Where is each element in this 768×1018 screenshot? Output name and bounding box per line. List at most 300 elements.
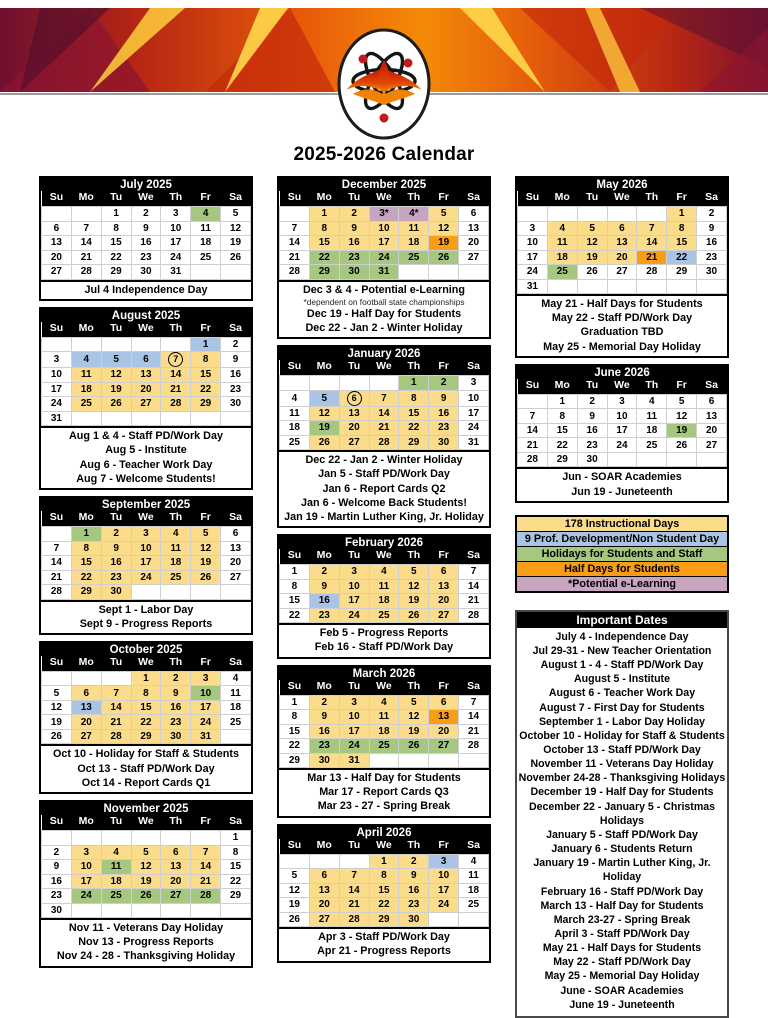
day-cell: 27 xyxy=(607,265,637,280)
week-row xyxy=(280,565,489,580)
day-cell: 21 xyxy=(459,594,489,609)
day-cell: 20 xyxy=(161,874,191,889)
day-cell: 8 xyxy=(369,869,399,884)
day-cell: 22 xyxy=(547,438,577,453)
day-cell: 23 xyxy=(399,898,429,913)
month-notes xyxy=(41,744,251,792)
day-cell: 15 xyxy=(547,423,577,438)
day-cell: 31 xyxy=(191,729,221,744)
day-cell: 15 xyxy=(399,406,429,421)
day-cell: 19 xyxy=(101,382,131,397)
day-cell: 4 xyxy=(280,390,310,406)
day-cell: 30 xyxy=(161,729,191,744)
day-cell: 22 xyxy=(309,250,339,265)
week-row xyxy=(280,608,489,623)
month-notes xyxy=(279,623,489,656)
weekday-label: Sa xyxy=(459,360,489,376)
important-date-item: May 22 - Staff PD/Work Day xyxy=(553,956,691,969)
day-cell: 4 xyxy=(101,845,131,860)
day-cell: 23 xyxy=(429,421,459,436)
month-grid xyxy=(41,191,251,280)
weekday-label: Fr xyxy=(191,322,221,338)
weekday-label: Tu xyxy=(101,322,131,338)
day-cell: 14 xyxy=(459,710,489,725)
day-cell: 2 xyxy=(101,527,131,542)
week-row xyxy=(42,686,251,701)
day-cell: 19 xyxy=(131,874,161,889)
day-cell: 28 xyxy=(459,608,489,623)
day-cell: 22 xyxy=(221,874,251,889)
day-cell: 23 xyxy=(221,382,251,397)
day-cell: 26 xyxy=(399,739,429,754)
month-notes xyxy=(279,450,489,526)
important-date-item: August 1 - 4 - Staff PD/Work Day xyxy=(540,659,704,672)
day-cell: 22 xyxy=(369,898,399,913)
month-title: November 2025 xyxy=(41,802,251,815)
day-cell: 26 xyxy=(399,608,429,623)
day-cell: 3 xyxy=(42,352,72,368)
day-cell: 8 xyxy=(71,541,101,556)
day-cell: 21 xyxy=(518,438,548,453)
weekday-label: Fr xyxy=(429,549,459,565)
weekday-row xyxy=(280,839,489,855)
day-cell: 16 xyxy=(221,368,251,383)
important-date-item: March 13 - Half Day for Students xyxy=(540,899,704,912)
week-row xyxy=(42,874,251,889)
calendar-column-middle xyxy=(277,176,491,1018)
month-note: Dec 3 & 4 - Potential e-Learning xyxy=(303,283,465,296)
day-cell: 1 xyxy=(221,831,251,846)
day-cell: 19 xyxy=(309,421,339,436)
weekday-label: Sa xyxy=(459,839,489,855)
day-cell xyxy=(429,265,459,280)
week-row xyxy=(280,710,489,725)
week-row xyxy=(42,715,251,730)
day-cell: 23 xyxy=(309,739,339,754)
week-row xyxy=(42,889,251,904)
day-cell: 3 xyxy=(191,671,221,686)
month-grid xyxy=(279,680,489,769)
day-cell: 24 xyxy=(429,898,459,913)
day-cell: 17 xyxy=(518,250,548,265)
month-note: May 22 - Staff PD/Work Day xyxy=(551,312,693,325)
day-cell xyxy=(697,452,727,467)
weekday-label: We xyxy=(369,680,399,696)
day-cell xyxy=(429,753,459,768)
month-note: Jan 6 - Welcome Back Students! xyxy=(300,496,467,509)
day-cell: 15 xyxy=(131,700,161,715)
weekday-label: Su xyxy=(518,191,548,207)
day-cell xyxy=(637,207,667,222)
day-cell: 1 xyxy=(547,394,577,409)
day-cell: 22 xyxy=(280,608,310,623)
day-cell: 14 xyxy=(518,423,548,438)
day-cell: 3 xyxy=(131,527,161,542)
day-cell: 9 xyxy=(161,686,191,701)
day-cell: 8 xyxy=(667,221,697,236)
important-dates-title: Important Dates xyxy=(517,612,727,628)
day-cell: 1 xyxy=(369,854,399,869)
day-cell: 29 xyxy=(667,265,697,280)
month-title: July 2025 xyxy=(41,178,251,191)
month-note: Jan 19 - Martin Luther King, Jr. Holiday xyxy=(284,510,484,523)
day-cell xyxy=(280,376,310,391)
month-july-2025 xyxy=(39,176,253,301)
day-cell: 16 xyxy=(399,883,429,898)
day-cell xyxy=(191,411,221,426)
day-cell: 3 xyxy=(339,695,369,710)
month-grid xyxy=(279,839,489,928)
day-cell: 30 xyxy=(131,265,161,280)
day-cell: 6 xyxy=(459,207,489,222)
day-cell: 20 xyxy=(429,594,459,609)
day-cell xyxy=(71,831,101,846)
day-cell: 13 xyxy=(71,700,101,715)
month-note: Aug 6 - Teacher Work Day xyxy=(79,458,213,471)
month-note: Oct 13 - Staff PD/Work Day xyxy=(77,762,215,775)
day-cell: 26 xyxy=(309,435,339,450)
day-cell xyxy=(280,854,310,869)
day-cell: 17 xyxy=(42,382,72,397)
week-row xyxy=(280,695,489,710)
day-cell: 11 xyxy=(637,409,667,424)
day-cell: 7 xyxy=(71,221,101,236)
week-row xyxy=(280,435,489,450)
week-row xyxy=(280,594,489,609)
month-september-2025 xyxy=(39,496,253,635)
day-cell: 8 xyxy=(280,710,310,725)
day-cell: 1 xyxy=(71,527,101,542)
day-cell: 25 xyxy=(221,715,251,730)
day-cell: 31 xyxy=(42,411,72,426)
day-cell: 14 xyxy=(280,236,310,251)
day-cell: 12 xyxy=(280,883,310,898)
day-cell xyxy=(221,903,251,918)
day-cell: 24 xyxy=(42,397,72,412)
day-cell: 1 xyxy=(399,376,429,391)
day-cell: 23 xyxy=(161,715,191,730)
day-cell: 13 xyxy=(459,221,489,236)
day-cell: 18 xyxy=(399,236,429,251)
weekday-label: We xyxy=(369,549,399,565)
day-cell xyxy=(131,337,161,352)
day-cell: 14 xyxy=(161,368,191,383)
day-cell: 5 xyxy=(399,695,429,710)
day-cell: 17 xyxy=(607,423,637,438)
month-title: January 2026 xyxy=(279,347,489,360)
week-row xyxy=(42,250,251,265)
day-cell xyxy=(339,390,369,406)
weekday-label: Tu xyxy=(101,656,131,672)
week-row xyxy=(42,207,251,222)
day-cell: 23 xyxy=(339,250,369,265)
day-cell: 24 xyxy=(459,421,489,436)
day-cell: 16 xyxy=(339,236,369,251)
day-cell: 3 xyxy=(71,845,101,860)
week-row xyxy=(518,236,727,251)
weekday-label: Th xyxy=(637,191,667,207)
month-title: March 2026 xyxy=(279,667,489,680)
day-cell: 27 xyxy=(221,570,251,585)
month-title: April 2026 xyxy=(279,826,489,839)
important-date-item: January 19 - Martin Luther King, Jr. Holiday xyxy=(533,857,711,884)
weekday-label: Tu xyxy=(339,549,369,565)
week-row xyxy=(42,860,251,875)
day-cell: 15 xyxy=(221,860,251,875)
day-cell: 23 xyxy=(577,438,607,453)
day-cell: 17 xyxy=(459,406,489,421)
day-cell: 9 xyxy=(309,579,339,594)
day-cell: 28 xyxy=(191,889,221,904)
day-cell: 18 xyxy=(221,700,251,715)
day-cell: 10 xyxy=(161,221,191,236)
month-title: May 2026 xyxy=(517,178,727,191)
day-cell: 9 xyxy=(131,221,161,236)
weekday-label: Su xyxy=(280,839,310,855)
day-cell: 4 xyxy=(191,207,221,222)
month-note: May 21 - Half Days for Students xyxy=(541,298,703,310)
day-cell: 25 xyxy=(71,397,101,412)
day-cell: 7 xyxy=(518,409,548,424)
weekday-row xyxy=(42,191,251,207)
day-cell: 25 xyxy=(369,608,399,623)
month-note: Feb 16 - Staff PD/Work Day xyxy=(314,641,454,654)
weekday-label: Sa xyxy=(221,815,251,831)
day-cell xyxy=(161,903,191,918)
day-cell: 4 xyxy=(459,854,489,869)
weekday-label: Sa xyxy=(221,656,251,672)
important-date-item: February 16 - Staff PD/Work Day xyxy=(540,885,704,898)
day-cell: 13 xyxy=(221,541,251,556)
day-cell xyxy=(161,352,191,368)
week-row xyxy=(518,423,727,438)
month-note: Aug 1 & 4 - Staff PD/Work Day xyxy=(69,430,223,443)
day-cell: 31 xyxy=(459,435,489,450)
weekday-label: Tu xyxy=(577,191,607,207)
week-row xyxy=(42,671,251,686)
day-cell: 12 xyxy=(101,368,131,383)
day-cell: 27 xyxy=(71,729,101,744)
day-cell: 29 xyxy=(399,435,429,450)
day-cell: 8 xyxy=(309,221,339,236)
day-cell: 10 xyxy=(607,409,637,424)
day-cell: 20 xyxy=(459,236,489,251)
day-cell: 19 xyxy=(429,236,459,251)
day-cell: 4 xyxy=(71,352,101,368)
month-october-2025 xyxy=(39,641,253,794)
day-cell: 4 xyxy=(221,671,251,686)
month-grid xyxy=(41,322,251,427)
day-cell: 9 xyxy=(42,860,72,875)
day-cell: 17 xyxy=(369,236,399,251)
week-row xyxy=(42,368,251,383)
month-december-2025 xyxy=(277,176,491,339)
day-cell: 6 xyxy=(131,352,161,368)
day-cell: 22 xyxy=(667,250,697,265)
weekday-label: Su xyxy=(42,511,72,527)
day-cell: 21 xyxy=(161,382,191,397)
important-dates xyxy=(515,610,729,1018)
day-cell xyxy=(637,279,667,294)
day-cell: 29 xyxy=(369,912,399,927)
weekday-label: Su xyxy=(42,656,72,672)
day-cell: 12 xyxy=(309,406,339,421)
day-cell xyxy=(221,585,251,600)
day-cell: 7 xyxy=(339,869,369,884)
day-cell: 8 xyxy=(399,390,429,406)
week-row xyxy=(280,739,489,754)
day-cell: 5 xyxy=(309,390,339,406)
day-cell: 21 xyxy=(459,724,489,739)
day-cell xyxy=(161,831,191,846)
weekday-label: Th xyxy=(399,360,429,376)
day-cell: 15 xyxy=(280,594,310,609)
day-cell: 20 xyxy=(221,556,251,571)
day-cell: 3 xyxy=(161,207,191,222)
day-cell: 26 xyxy=(191,570,221,585)
day-cell: 17 xyxy=(339,594,369,609)
weekday-label: We xyxy=(131,815,161,831)
day-cell: 20 xyxy=(309,898,339,913)
day-cell: 10 xyxy=(71,860,101,875)
weekday-label: Tu xyxy=(339,191,369,207)
day-cell xyxy=(667,452,697,467)
day-cell: 6 xyxy=(42,221,72,236)
day-cell: 6 xyxy=(697,394,727,409)
week-row xyxy=(42,527,251,542)
day-cell xyxy=(607,279,637,294)
day-cell: 30 xyxy=(221,397,251,412)
important-date-item: August 6 - Teacher Work Day xyxy=(548,687,696,700)
day-cell: 11 xyxy=(459,869,489,884)
day-cell: 24 xyxy=(339,739,369,754)
month-note: Dec 19 - Half Day for Students xyxy=(306,307,462,320)
weekday-label: Su xyxy=(518,379,548,395)
week-row xyxy=(280,236,489,251)
day-cell xyxy=(71,671,101,686)
day-cell: 13 xyxy=(161,860,191,875)
day-cell: 28 xyxy=(369,435,399,450)
day-cell: 23 xyxy=(309,608,339,623)
weekday-label: Tu xyxy=(339,680,369,696)
weekday-label: We xyxy=(131,191,161,207)
day-cell xyxy=(547,279,577,294)
weekday-label: Sa xyxy=(459,549,489,565)
day-cell xyxy=(191,265,221,280)
month-notes xyxy=(41,918,251,966)
day-cell: 20 xyxy=(131,382,161,397)
weekday-label: Mo xyxy=(71,322,101,338)
month-february-2026 xyxy=(277,534,491,658)
day-cell: 22 xyxy=(71,570,101,585)
week-row xyxy=(518,250,727,265)
day-cell: 2 xyxy=(42,845,72,860)
day-cell xyxy=(221,411,251,426)
day-cell: 23 xyxy=(42,889,72,904)
legend-item: 9 Prof. Development/Non Student Day xyxy=(517,532,727,547)
day-cell: 25 xyxy=(637,438,667,453)
day-cell: 1 xyxy=(667,207,697,222)
day-cell: 18 xyxy=(637,423,667,438)
day-cell xyxy=(369,753,399,768)
day-cell: 13 xyxy=(429,710,459,725)
day-cell: 10 xyxy=(518,236,548,251)
week-row xyxy=(280,376,489,391)
day-cell: 24 xyxy=(518,265,548,280)
month-note: Mar 13 - Half Day for Students xyxy=(307,772,461,785)
important-date-item: June - SOAR Academies xyxy=(560,984,684,997)
week-row xyxy=(280,724,489,739)
week-row xyxy=(280,265,489,280)
day-cell: 7 xyxy=(369,390,399,406)
weekday-label: Su xyxy=(42,322,72,338)
month-title: October 2025 xyxy=(41,643,251,656)
weekday-label: Th xyxy=(399,191,429,207)
month-notes xyxy=(279,280,489,338)
day-cell: 30 xyxy=(577,452,607,467)
day-cell: 22 xyxy=(399,421,429,436)
important-date-item: May 21 - Half Days for Students xyxy=(542,942,702,955)
day-cell: 4 xyxy=(161,527,191,542)
weekday-label: Th xyxy=(399,680,429,696)
day-cell: 8 xyxy=(131,686,161,701)
weekday-label: Sa xyxy=(221,322,251,338)
day-cell: 26 xyxy=(221,250,251,265)
day-cell: 28 xyxy=(101,729,131,744)
day-cell: 18 xyxy=(71,382,101,397)
weekday-label: Su xyxy=(280,680,310,696)
important-date-item: October 13 - Staff PD/Work Day xyxy=(543,743,701,756)
day-cell: 2 xyxy=(399,854,429,869)
weekday-label: Tu xyxy=(101,191,131,207)
month-note: Mar 17 - Report Cards Q3 xyxy=(319,786,449,799)
day-cell xyxy=(131,903,161,918)
day-cell: 16 xyxy=(697,236,727,251)
day-cell: 2 xyxy=(131,207,161,222)
week-row xyxy=(280,883,489,898)
day-cell: 23 xyxy=(131,250,161,265)
day-cell: 12 xyxy=(399,579,429,594)
weekday-label: Fr xyxy=(667,191,697,207)
day-cell: 13 xyxy=(131,368,161,383)
week-row xyxy=(280,898,489,913)
weekday-label: We xyxy=(607,191,637,207)
atom-phoenix-logo-icon xyxy=(337,28,431,140)
day-cell xyxy=(191,831,221,846)
weekday-label: Fr xyxy=(667,379,697,395)
month-note: Nov 13 - Progress Reports xyxy=(78,936,214,949)
weekday-row xyxy=(280,549,489,565)
day-cell: 5 xyxy=(280,869,310,884)
week-row xyxy=(280,221,489,236)
day-cell: 8 xyxy=(280,579,310,594)
day-cell xyxy=(71,337,101,352)
day-cell: 10 xyxy=(429,869,459,884)
day-cell: 2 xyxy=(309,565,339,580)
month-title: September 2025 xyxy=(41,498,251,511)
day-cell xyxy=(131,585,161,600)
day-cell: 6 xyxy=(161,845,191,860)
day-cell: 25 xyxy=(399,250,429,265)
day-cell: 19 xyxy=(577,250,607,265)
day-cell: 28 xyxy=(161,397,191,412)
week-row xyxy=(518,409,727,424)
weekday-label: Mo xyxy=(309,680,339,696)
weekday-label: Su xyxy=(280,549,310,565)
day-cell: 17 xyxy=(191,700,221,715)
day-cell: 25 xyxy=(280,435,310,450)
day-cell: 19 xyxy=(191,556,221,571)
